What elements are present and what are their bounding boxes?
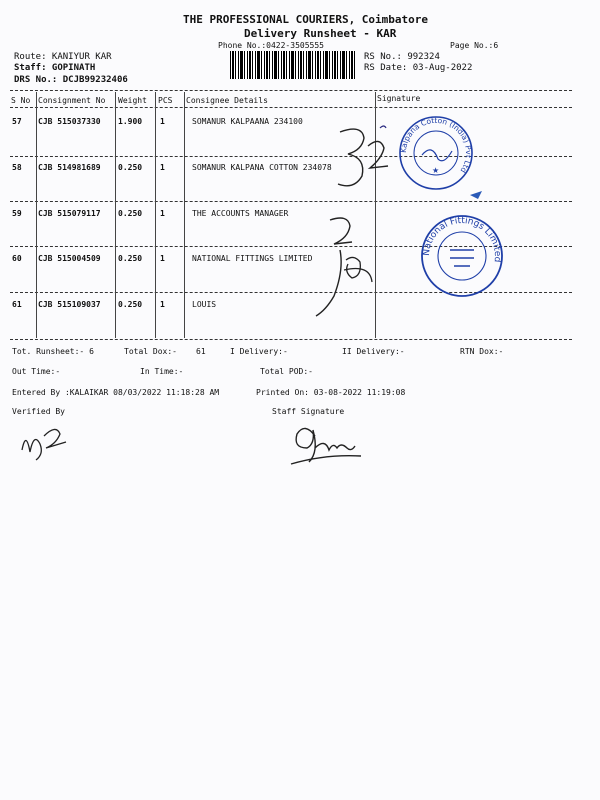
row-details: LOUIS — [192, 300, 217, 309]
national-fittings-stamp-icon — [420, 214, 504, 298]
row-pcs: 1 — [160, 163, 165, 172]
ii-delivery: II Delivery:- — [342, 347, 405, 356]
total-runsheet: Tot. Runsheet:- 6 — [12, 347, 94, 356]
printed-on: Printed On: 03-08-2022 11:19:08 — [256, 388, 406, 397]
row-sno: 59 — [12, 209, 22, 218]
row-details: THE ACCOUNTS MANAGER — [192, 209, 289, 218]
total-dox-value: 61 — [196, 347, 206, 356]
drs-number: DRS No.: DCJB99232406 — [14, 75, 128, 85]
row-details: NATIONAL FITTINGS LIMITED — [192, 254, 313, 263]
company-name: THE PROFESSIONAL COURIERS, Coimbatore — [183, 13, 429, 26]
header-consignment: Consignment No — [38, 96, 106, 105]
rtn-dox: RTN Dox:- — [460, 347, 504, 356]
col-line — [184, 92, 185, 338]
row-sno: 58 — [12, 163, 22, 172]
header-pcs: PCS — [158, 96, 173, 105]
arrow-mark-icon — [468, 185, 488, 201]
table-top-rule — [10, 90, 572, 91]
out-time: Out Time:- — [12, 367, 61, 376]
row-consignment: CJB 515079117 — [38, 209, 101, 218]
kalpana-stamp-icon — [398, 115, 474, 191]
rs-date: RS Date: 03-Aug-2022 — [364, 63, 473, 73]
total-pod: Total POD:- — [260, 367, 313, 376]
row-consignment: CJB 515004509 — [38, 254, 101, 263]
row-consignment: CJB 514981689 — [38, 163, 101, 172]
header-signature: Signature — [377, 94, 421, 103]
entered-by: Entered By :KALAIKAR 08/03/2022 11:18:28 AM — [12, 388, 220, 397]
col-line — [36, 92, 37, 338]
header-sno: S No — [11, 96, 31, 105]
phone-number: Phone No.:0422-3505555 — [218, 41, 324, 50]
national-stamp-text: National Fittings Limited — [421, 215, 503, 263]
row-pcs: 1 — [160, 254, 165, 263]
row-weight: 0.250 — [118, 209, 143, 218]
staff: Staff: GOPINATH — [14, 63, 96, 73]
svg-text:National Fittings Limited — [422, 216, 502, 263]
runsheet-title: Delivery Runsheet - KAR — [244, 27, 397, 40]
kalpana-stamp-text: Kalpana Cotton (India) Pvt Ltd — [398, 115, 474, 175]
row-consignment: CJB 515037330 — [38, 117, 101, 126]
in-time: In Time:- — [140, 367, 184, 376]
row-pcs: 1 — [160, 300, 165, 309]
row-pcs: 1 — [160, 117, 165, 126]
verifier-signature-icon — [16, 420, 76, 470]
total-dox-label: Total Dox:- — [124, 347, 177, 356]
row-details: SOMANUR KALPANA COTTON 234078 — [192, 163, 332, 172]
row-pcs: 1 — [160, 209, 165, 218]
row-details: SOMANUR KALPAANA 234100 — [192, 117, 303, 126]
barcode — [230, 51, 355, 79]
table-header-rule — [10, 107, 572, 108]
row-weight: 0.250 — [118, 300, 143, 309]
col-line — [155, 92, 156, 338]
row-sno: 61 — [12, 300, 22, 309]
row-sno: 57 — [12, 117, 22, 126]
col-line — [115, 92, 116, 338]
row-weight: 0.250 — [118, 163, 143, 172]
row-weight: 1.900 — [118, 117, 143, 126]
verified-by-label: Verified By — [12, 407, 65, 416]
i-delivery: I Delivery:- — [230, 347, 288, 356]
row-sno: 60 — [12, 254, 22, 263]
route: Route: KANIYUR KAR — [14, 52, 112, 62]
rs-number: RS No.: 992324 — [364, 52, 440, 62]
header-weight: Weight — [118, 96, 147, 105]
svg-text:★: ★ — [432, 166, 440, 175]
page-number: Page No.:6 — [450, 41, 499, 50]
staff-signature-label: Staff Signature — [272, 407, 345, 416]
row-consignment: CJB 515109037 — [38, 300, 101, 309]
header-details: Consignee Details — [186, 96, 268, 105]
row-weight: 0.250 — [118, 254, 143, 263]
staff-signature-icon — [285, 418, 365, 470]
